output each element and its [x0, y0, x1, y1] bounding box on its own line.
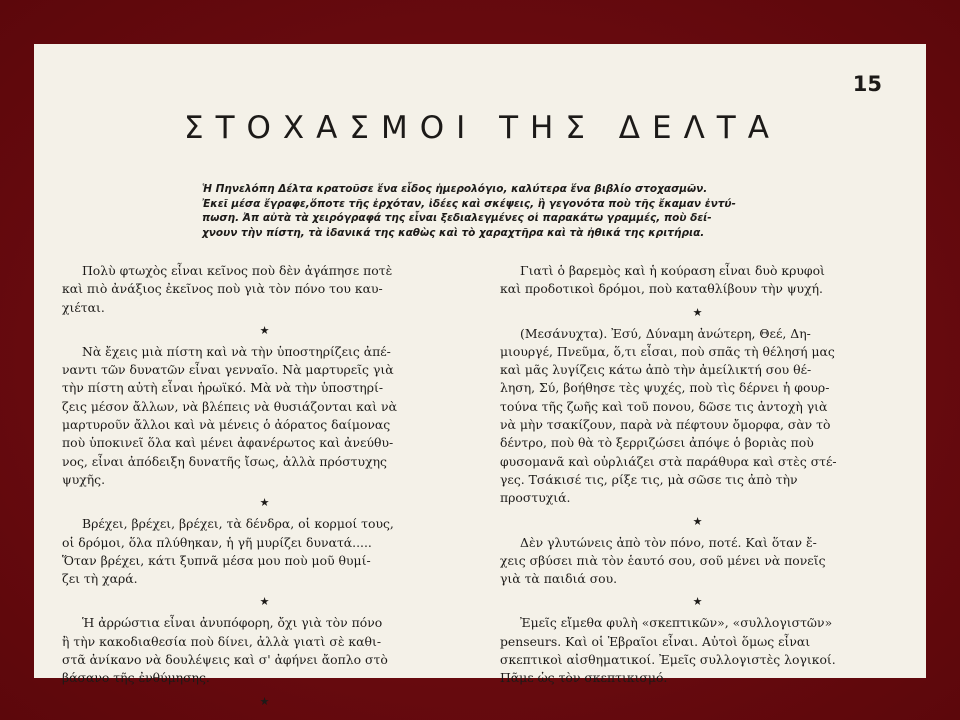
text-line: καὶ πιὸ ἀνάξιος ἐκεῖνος ποὺ γιὰ τὸν πόνο του καυ-	[62, 281, 383, 297]
text-line: Ἡ ἀρρώστια εἶναι ἀνυπόφορη, ὄχι γιὰ τὸν πόνο	[82, 615, 383, 631]
text-line: στᾶ ἀνίκανο νὰ δουλέψεις καὶ σ' ἀφήνει ἄοπλο στὸ	[62, 652, 388, 668]
scanned-page	[34, 44, 926, 708]
text-line: οἱ δρόμοι, ὅλα πλύθηκαν, ἡ γῆ μυρίζει δυνατά.....	[62, 534, 372, 550]
paragraph	[62, 343, 467, 489]
text-line: (Μεσάνυχτα). Ἐσύ, Δύναμη ἀνώτερη, Θεέ, Δη-	[520, 325, 811, 341]
paragraph	[500, 534, 895, 589]
text-line: σκεπτικοὶ αἰσθηματικοί. Ἐμεῖς συλλογιστὲς λογικοί.	[500, 652, 836, 668]
section-star: ★	[259, 694, 270, 708]
text-line: τούνα τῆς ζωῆς καὶ τοῦ πονου, δῶσε τις ἀντοχὴ γιὰ	[500, 398, 828, 414]
text-line: ψυχῆς.	[62, 471, 106, 487]
text-line: ληση, Σύ, βοήθησε τὲς ψυχές, ποὺ τὶς δέρνει ἡ φουρ-	[500, 380, 830, 396]
text-line: δέντρο, ποὺ θὰ τὸ ξερριζώσει ἀπόψε ὁ βοριὰς ποὺ	[500, 435, 814, 451]
paragraph	[62, 614, 467, 687]
text-line: Ὅταν βρέχει, κάτι ξυπνᾶ μέσα μου ποὺ μοῦ θυμί-	[62, 552, 371, 568]
paragraph	[62, 515, 467, 588]
intro-line: χνουν τὴν πίστη, τὰ ἰδανικά της καθὼς καὶ τὸ χαραχτῆρα καὶ τὰ ἠθικά της κριτήρια.	[202, 226, 705, 239]
text-line: προστυχιά.	[500, 490, 571, 506]
section-star: ★	[259, 595, 270, 609]
section-star: ★	[692, 595, 703, 609]
text-line: Πολὺ φτωχὸς εἶναι κεῖνος ποὺ δὲν ἀγάπησε ποτὲ	[82, 263, 393, 278]
text-line: γες. Τσάκισέ τις, ρίξε τις, μὰ σῶσε τις ἀπὸ τὴν	[500, 471, 798, 487]
text-line: καὶ μᾶς λυγίζεις κάτω ἀπὸ τὴν ἀμείλικτή σου θέ-	[500, 362, 812, 378]
section-star: ★	[692, 305, 703, 319]
page-title: ΣΤΟΧΑΣΜΟΙ ΤΗΣ ΔΕΛΤΑ	[184, 110, 781, 146]
text-line: ναντι τῶν δυνατῶν εἶναι γενναῖο. Νὰ μαρτυρεῖς γιὰ	[62, 362, 394, 378]
text-line: γιὰ τὰ παιδιά σου.	[500, 571, 618, 587]
text-line: μιουργέ, Πνεῦμα, ὅ,τι εἶσαι, ποὺ σπᾶς τὴ θέλησή μας	[500, 343, 835, 359]
left-column	[62, 262, 467, 714]
text-line: μαρτυροῦν ἄλλοι καὶ νὰ μένεις ὁ ἀόρατος δαίμονας	[62, 417, 391, 433]
paragraph	[500, 262, 895, 299]
text-line: φυσομανᾶ καὶ οὐρλιάζει στὰ παράθυρα καὶ στὲς στέ-	[500, 453, 837, 469]
paragraph	[62, 262, 467, 317]
text-line: ζει τὴ χαρά.	[62, 571, 138, 587]
text-line: χεις σβύσει πιὰ τὸν ἑαυτό σου, σοῦ μένει νὰ πονεῖς	[500, 552, 826, 568]
paragraph	[500, 614, 895, 687]
text-line: ἢ τὴν κακοδιαθεσία ποὺ δίνει, ἀλλὰ γιατὶ σὲ καθι-	[62, 633, 382, 649]
text-line: Ἐμεῖς εἴμεθα φυλὴ «σκεπτικῶν», «συλλογιστῶν»	[520, 615, 833, 631]
section-star: ★	[259, 496, 270, 510]
text-line: Δὲν γλυτώνεις ἀπὸ τὸν πόνο, ποτέ. Καὶ ὅταν ἔ-	[520, 534, 817, 550]
section-star: ★	[692, 514, 703, 528]
intro-line: πωση. Ἀπ αὐτὰ τὰ χειρόγραφά της εἶναι ξεδιαλεγμένες οἱ παρακάτω γραμμές, ποὺ δεί-	[202, 212, 712, 224]
text-line: νὰ μὴν τσακίζουν, παρὰ νὰ πέφτουν ὄμορφα, σὰν τὸ	[500, 417, 831, 433]
text-line: τὴν πίστη αὐτὴ εἶναι ἡρωϊκό. Μὰ νὰ τὴν ὑποστηρί-	[62, 380, 384, 396]
text-line: Βρέχει, βρέχει, βρέχει, τὰ δένδρα, οἱ κορμοί τους,	[82, 516, 394, 532]
text-line: Πᾶμε ὡς τὸν σκεπτικισμό.	[500, 670, 668, 686]
paragraph	[500, 325, 895, 508]
intro-line: Ἡ Πηνελόπη Δέλτα κρατοῦσε ἕνα εἶδος ἡμερολόγιο, καλύτερα ἕνα βιβλίο στοχασμῶν.	[202, 183, 708, 195]
text-line: Γιατὶ ὁ βαρεμὸς καὶ ἡ κούραση εἶναι δυὸ κρυφοὶ	[520, 263, 825, 278]
intro-paragraph	[202, 182, 762, 240]
text-line: penseurs. Καὶ οἱ Ἑβραῖοι εἶναι. Αὐτοὶ ὅμως εἶναι	[500, 633, 811, 649]
text-line: ζεις μέσον ἄλλων, νὰ βλέπεις νὰ θυσιάζονται καὶ νὰ	[62, 398, 397, 414]
right-column	[500, 262, 895, 694]
text-line: χιέται.	[62, 299, 105, 315]
text-line: βάσανο τῆς ἐνθύμησης.	[62, 670, 210, 686]
text-line: καὶ προδοτικοὶ δρόμοι, ποὺ καταθλίβουν τὴν ψυχή.	[500, 281, 823, 297]
intro-line: Ἐκεῖ μέσα ἔγραφε,ὅποτε τῆς ἐρχόταν, ἰδέες καὶ σκέψεις, ἢ γεγονότα ποὺ τῆς ἔκαμαν ἐντύ-	[202, 197, 736, 210]
text-line: νος, εἶναι ἀπόδειξη δυνατῆς ἴσως, ἀλλὰ πρόστυχης	[62, 453, 387, 469]
text-line: ποὺ ὑποκινεῖ ὅλα καὶ μένει ἀφανέρωτος καὶ ἀνεύθυ-	[62, 435, 394, 451]
text-line: Νὰ ἔχεις μιὰ πίστη καὶ νὰ τὴν ὑποστηρίζεις ἀπέ-	[82, 343, 391, 359]
section-star: ★	[259, 323, 270, 337]
page-number: 15	[852, 72, 882, 96]
